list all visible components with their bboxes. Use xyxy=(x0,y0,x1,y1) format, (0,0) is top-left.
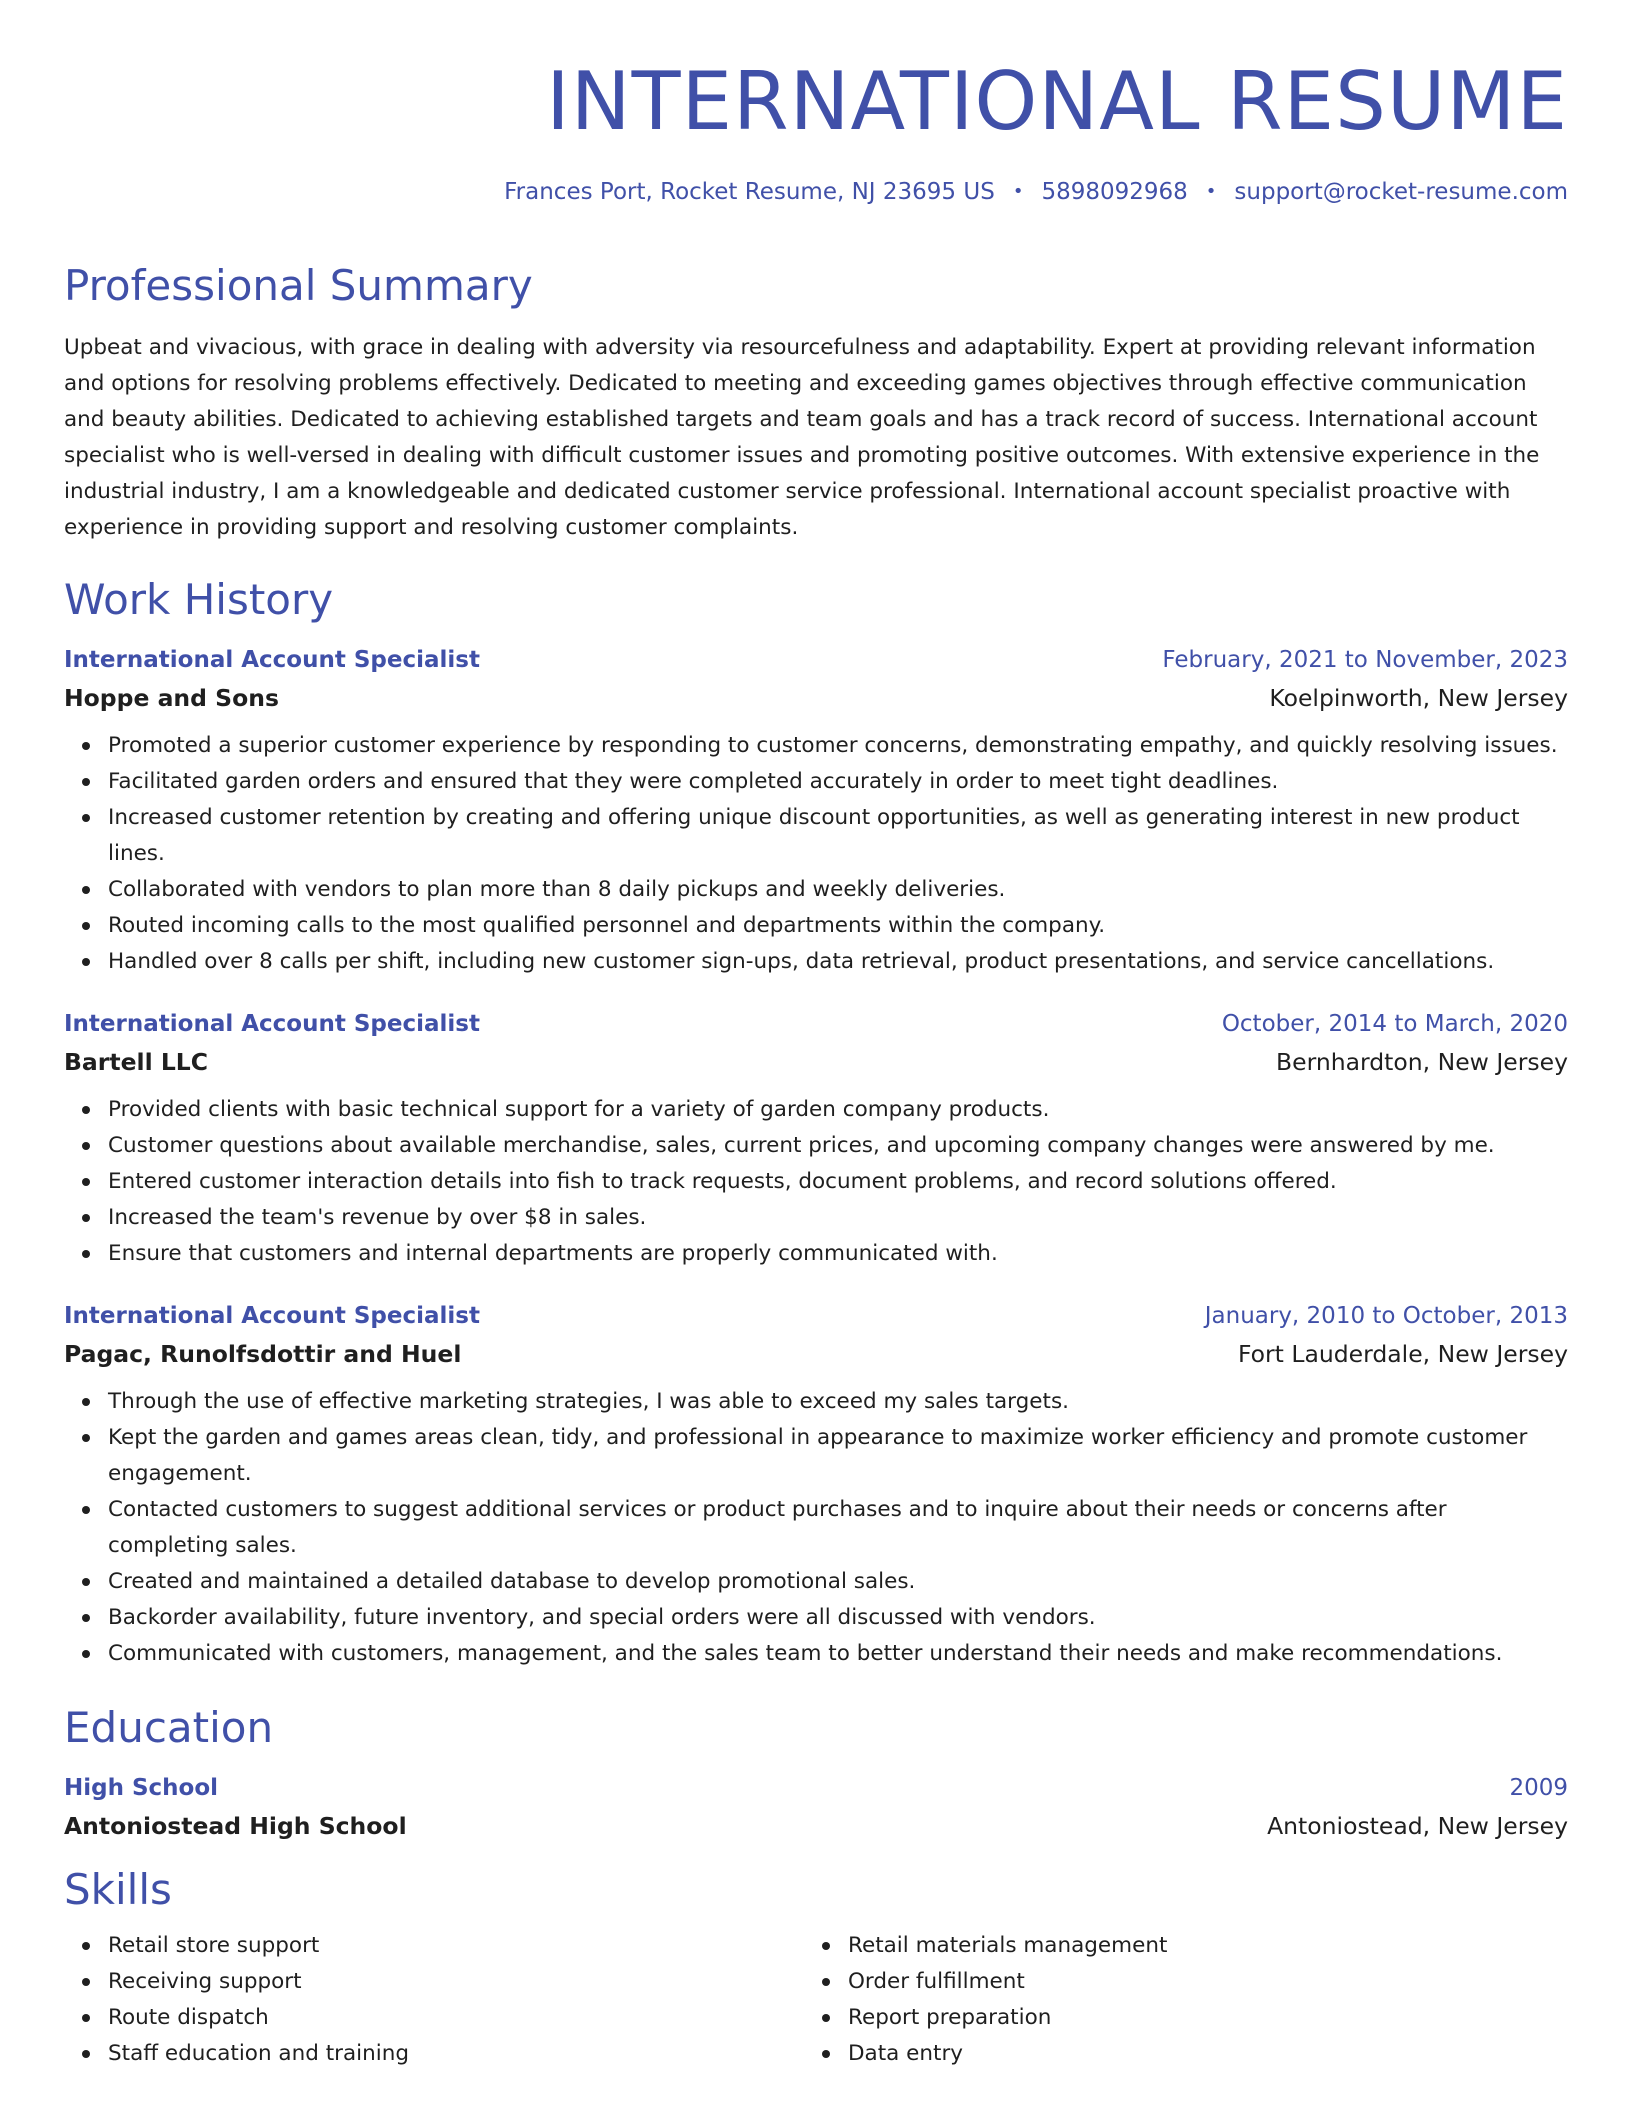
skills-list xyxy=(804,1928,1544,2072)
education-year: 2009 xyxy=(1509,1775,1568,1801)
job-entry xyxy=(64,1006,1568,1272)
job-company-row xyxy=(64,1334,1568,1374)
job-header-row xyxy=(64,1006,1568,1042)
job-bullet: Promoted a superior customer experience by responding to customer concerns, demonstrating empathy, and quickly resolving issues. xyxy=(108,728,1568,764)
job-bullet: Facilitated garden orders and ensured that they were completed accurately in order to meet tight deadlines. xyxy=(108,764,1568,800)
job-bullet: Customer questions about available merchandise, sales, current prices, and upcoming company changes were answered by me. xyxy=(108,1128,1568,1164)
skill-item: Report preparation xyxy=(848,2000,1544,2036)
job-dates: October, 2014 to March, 2020 xyxy=(1221,1011,1568,1037)
job-bullet: Ensure that customers and internal departments are properly communicated with. xyxy=(108,1236,1568,1272)
contact-email: support@rocket-resume.com xyxy=(1234,179,1568,205)
summary-text: Upbeat and vivacious, with grace in dealing with adversity via resourcefulness and adaptability. Expert at providing relevant information and options for resolving problems effectively. Dedicated to meeting and exceeding games objectives through effective communication and beauty abilities. Dedicated to achieving established targets and team goals and has a track record of success. International account specialist who is well-versed in dealing with difficult customer issues and promoting positive outcomes. With extensive experience in the industrial industry, I am a knowledgeable and dedicated customer service professional. International account specialist proactive with experience in providing support and resolving customer complaints. xyxy=(64,335,1540,540)
skill-item: Order fulfillment xyxy=(848,1964,1544,2000)
job-header-row xyxy=(64,642,1568,678)
job-bullets xyxy=(64,728,1568,980)
job-location: Bernhardton, New Jersey xyxy=(1276,1048,1568,1076)
job-title: International Account Specialist xyxy=(64,1303,480,1329)
job-bullet: Increased customer retention by creating and offering unique discount opportunities, as well as generating interest in new product lines. xyxy=(108,800,1568,872)
education-entry xyxy=(64,1770,1568,1846)
education-degree: High School xyxy=(64,1775,219,1801)
job-bullet: Handled over 8 calls per shift, including new customer sign-ups, data retrieval, product presentations, and service cancellations. xyxy=(108,944,1568,980)
job-bullet: Entered customer interaction details into fish to track requests, document problems, and record solutions offered. xyxy=(108,1164,1568,1200)
job-bullet: Collaborated with vendors to plan more than 8 daily pickups and weekly deliveries. xyxy=(108,872,1568,908)
work-history-heading: Work History xyxy=(64,575,334,624)
skills-list xyxy=(64,1928,804,2072)
job-company-row xyxy=(64,1042,1568,1082)
contact-address: Frances Port, Rocket Resume, NJ 23695 US xyxy=(504,179,995,205)
skill-item: Staff education and training xyxy=(108,2036,804,2072)
job-dates: January, 2010 to October, 2013 xyxy=(1204,1303,1568,1329)
skill-item: Route dispatch xyxy=(108,2000,804,2036)
resume-name: INTERNATIONAL RESUME xyxy=(546,55,1568,148)
education-heading: Education xyxy=(64,1703,274,1752)
job-header-row xyxy=(64,1298,1568,1334)
job-bullet: Kept the garden and games areas clean, tidy, and professional in appearance to maximize worker efficiency and promote customer engagement. xyxy=(108,1420,1568,1492)
job-title: International Account Specialist xyxy=(64,1011,480,1037)
skills-grid xyxy=(64,1918,1568,2072)
job-bullet: Increased the team's revenue by over $8 in sales. xyxy=(108,1200,1568,1236)
job-title: International Account Specialist xyxy=(64,647,480,673)
contact-line xyxy=(64,176,1568,208)
contact-separator: • xyxy=(1205,181,1217,202)
education-location: Antoniostead, New Jersey xyxy=(1267,1812,1568,1840)
job-company: Bartell LLC xyxy=(64,1048,209,1076)
job-bullet: Communicated with customers, management, and the sales team to better understand their needs and make recommendations. xyxy=(108,1636,1568,1672)
contact-phone: 5898092968 xyxy=(1041,179,1188,205)
job-entry xyxy=(64,1298,1568,1672)
job-bullet: Contacted customers to suggest additional services or product purchases and to inquire about their needs or concerns after completing sales. xyxy=(108,1492,1568,1564)
education-school-row xyxy=(64,1806,1568,1846)
job-dates: February, 2021 to November, 2023 xyxy=(1162,647,1568,673)
job-bullet: Provided clients with basic technical support for a variety of garden company products. xyxy=(108,1092,1568,1128)
skill-item: Retail store support xyxy=(108,1928,804,1964)
job-entry xyxy=(64,642,1568,980)
job-bullet: Created and maintained a detailed database to develop promotional sales. xyxy=(108,1564,1568,1600)
education-header-row xyxy=(64,1770,1568,1806)
job-company-row xyxy=(64,678,1568,718)
skill-item: Retail materials management xyxy=(848,1928,1544,1964)
skills-column-left xyxy=(64,1918,804,2072)
skills-heading: Skills xyxy=(64,1865,172,1914)
job-bullets xyxy=(64,1092,1568,1272)
job-company: Hoppe and Sons xyxy=(64,684,279,712)
job-location: Fort Lauderdale, New Jersey xyxy=(1237,1340,1568,1368)
contact-separator: • xyxy=(1012,181,1024,202)
job-bullet: Routed incoming calls to the most qualified personnel and departments within the company. xyxy=(108,908,1568,944)
skill-item: Receiving support xyxy=(108,1964,804,2000)
job-bullets xyxy=(64,1384,1568,1672)
summary-heading: Professional Summary xyxy=(64,261,533,310)
job-company: Pagac, Runolfsdottir and Huel xyxy=(64,1340,462,1368)
job-bullet: Backorder availability, future inventory, and special orders were all discussed with vendors. xyxy=(108,1600,1568,1636)
skill-item: Data entry xyxy=(848,2036,1544,2072)
job-bullet: Through the use of effective marketing strategies, I was able to exceed my sales targets. xyxy=(108,1384,1568,1420)
education-school: Antoniostead High School xyxy=(64,1812,407,1840)
job-location: Koelpinworth, New Jersey xyxy=(1269,684,1568,712)
skills-column-right xyxy=(804,1918,1544,2072)
